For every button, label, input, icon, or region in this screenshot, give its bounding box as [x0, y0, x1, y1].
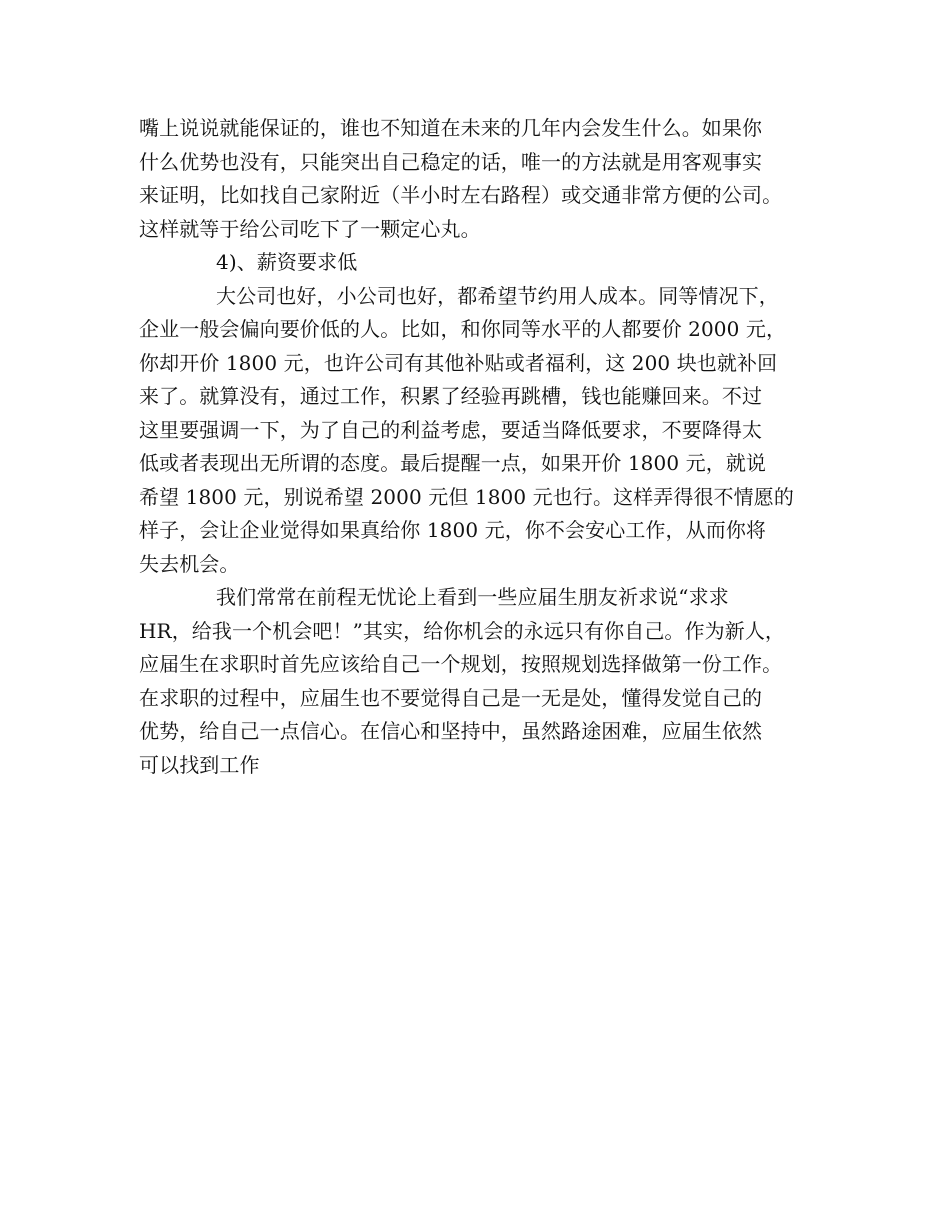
- text-line: 嘴上说说就能保证的，谁也不知道在未来的几年内会发生什么。如果你: [139, 116, 763, 140]
- text-line: 什么优势也没有，只能突出自己稳定的话，唯一的方法就是用客观事实: [139, 149, 763, 174]
- text-line: 来证明，比如找自己家附近（半小时左右路程）或交通非常方便的公司。: [139, 183, 783, 207]
- text-line: 你却开价 1800 元，也许公司有其他补贴或者福利，这 200 块也就补回: [139, 350, 778, 375]
- text-line: 企业一般会偏向要价低的人。比如，和你同等水平的人都要价 2000 元，: [139, 317, 787, 341]
- text-line: 应届生在求职时首先应该给自己一个规划，按照规划选择做第一份工作。: [139, 652, 783, 676]
- paragraph-conclusion: [139, 581, 815, 782]
- text-line: 低或者表现出无所谓的态度。最后提醒一点，如果开价 1800 元，就说: [139, 451, 767, 475]
- paragraph-salary: [139, 280, 815, 582]
- text-line: 样子，会让企业觉得如果真给你 1800 元，你不会安心工作，从而你将: [139, 518, 767, 542]
- text-line: HR，给我一个机会吧！”其实，给你机会的永远只有你自己。作为新人，: [139, 618, 786, 643]
- text-line: 失去机会。: [139, 551, 240, 576]
- text-line: 可以找到工作: [139, 752, 260, 777]
- text-line: 优势，给自己一点信心。在信心和坚持中，虽然路途困难，应届生依然: [139, 719, 763, 743]
- text-line: 在求职的过程中，应届生也不要觉得自己是一无是处，懂得发觉自己的: [139, 685, 763, 710]
- text-line: 我们常常在前程无忧论上看到一些应届生朋友祈求说“求求: [216, 585, 729, 609]
- text-line: 来了。就算没有，通过工作，积累了经验再跳槽，钱也能赚回来。不过: [139, 384, 763, 408]
- text-line: 大公司也好，小公司也好，都希望节约用人成本。同等情况下，: [216, 283, 779, 308]
- text-line: 这里要强调一下，为了自己的利益考虑，要适当降低要求，不要降得太: [139, 417, 763, 442]
- section-heading: 4)、薪资要求低: [216, 250, 358, 274]
- paragraph-continuation: [139, 112, 815, 246]
- text-line: 希望 1800 元，别说希望 2000 元但 1800 元也行。这样弄得很不情愿的: [139, 484, 794, 509]
- text-line: 这样就等于给公司吃下了一颗定心丸。: [139, 216, 481, 241]
- document-body: [139, 112, 815, 782]
